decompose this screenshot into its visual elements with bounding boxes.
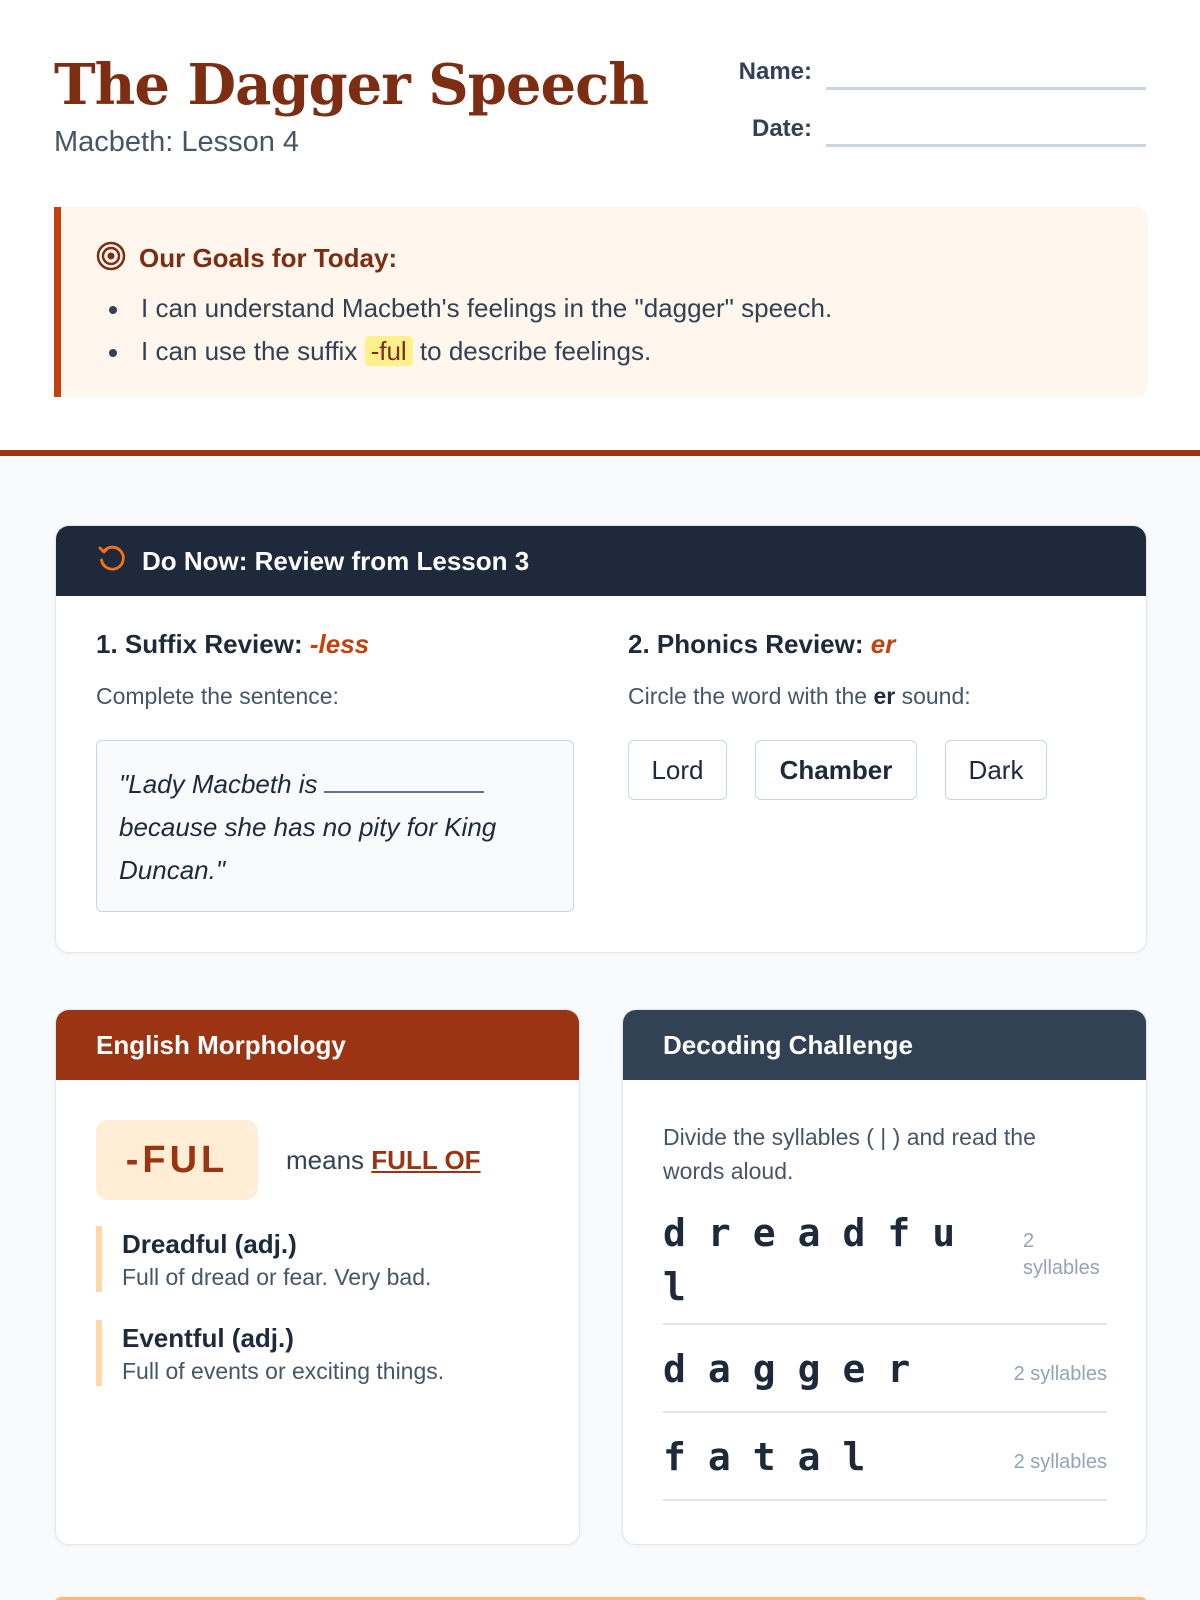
syllable-count: 2 syllables [1013,1363,1107,1385]
decoding-word: fatal [663,1435,888,1479]
goal-text: I can understand Macbeth's feelings in the "dagger" speech. [141,293,833,323]
goal-item [109,287,832,330]
decoding-row [663,1206,1107,1325]
sentence-blank[interactable] [324,773,484,793]
phonics-review-title [628,629,895,660]
goal-text-post: to describe feelings. [419,336,652,366]
goals-panel [54,207,1148,397]
word-choice-dark[interactable]: Dark [945,740,1047,800]
suffix-badge: -FUL [96,1120,258,1200]
phonics-instruction-post: sound: [901,683,971,709]
goal-text-pre: I can use the suffix [141,336,358,366]
decoding-row [663,1413,1107,1501]
do-now-header [56,526,1146,596]
decoding-card [622,1009,1147,1545]
goals-list [109,287,832,373]
name-field[interactable] [826,56,1146,90]
definition-item [96,1320,444,1386]
do-now-title: Do Now: Review from Lesson 3 [142,545,530,576]
worksheet-header [0,0,1200,456]
suffix-instruction: Complete the sentence: [96,683,339,709]
morphology-card [55,1009,580,1545]
definition-desc: Full of events or exciting things. [122,1358,445,1384]
decoding-word: dreadful [663,1211,978,1309]
do-now-card [55,525,1147,953]
suffix-review-title [96,629,369,660]
means-label: means [286,1145,365,1175]
suffix-review-label: 1. Suffix Review: [96,629,303,659]
sentence-box [96,740,574,912]
sentence-post: because she has no pity for King Duncan." [119,812,497,885]
phonics-instruction [628,683,971,710]
phonics-review-label: 2. Phonics Review: [628,629,864,659]
name-field-row [712,56,1146,90]
definition-term: Eventful (adj.) [122,1323,294,1353]
page-title: The Dagger Speech [54,52,648,118]
goals-heading [95,240,397,277]
date-field[interactable] [826,113,1146,147]
goal-item [109,330,832,373]
target-icon [95,240,127,277]
definition-item [96,1226,431,1292]
word-choice-chamber[interactable]: Chamber [755,740,917,800]
phonics-review-sound: er [870,629,896,659]
definition-term: Dreadful (adj.) [122,1229,297,1259]
decoding-word: dagger [663,1347,933,1391]
decoding-header: Decoding Challenge [623,1010,1146,1080]
date-field-row [712,113,1146,147]
decoding-row [663,1325,1107,1413]
name-label: Name: [738,58,812,85]
suffix-review-suffix: -less [309,629,370,659]
definition-desc: Full of dread or fear. Very bad. [122,1264,432,1290]
means-value: FULL OF [371,1145,481,1175]
morphology-header: English Morphology [56,1010,579,1080]
phonics-instruction-pre: Circle the word with the [628,683,868,709]
suffix-meaning [286,1145,481,1176]
phonics-instruction-sound: er [873,683,896,709]
syllable-count: 2 syllables [1023,1230,1100,1279]
date-label: Date: [751,115,812,142]
refresh-icon [96,542,142,581]
suffix-highlight: -ful [365,336,413,366]
sentence-pre: "Lady Macbeth is [119,769,318,799]
word-choice-lord[interactable]: Lord [628,740,727,800]
syllable-count: 2 syllables [1013,1451,1107,1473]
goals-title: Our Goals for Today: [139,243,398,273]
page-subtitle: Macbeth: Lesson 4 [54,126,300,158]
decoding-intro: Divide the syllables ( | ) and read the words aloud. [663,1124,1036,1184]
